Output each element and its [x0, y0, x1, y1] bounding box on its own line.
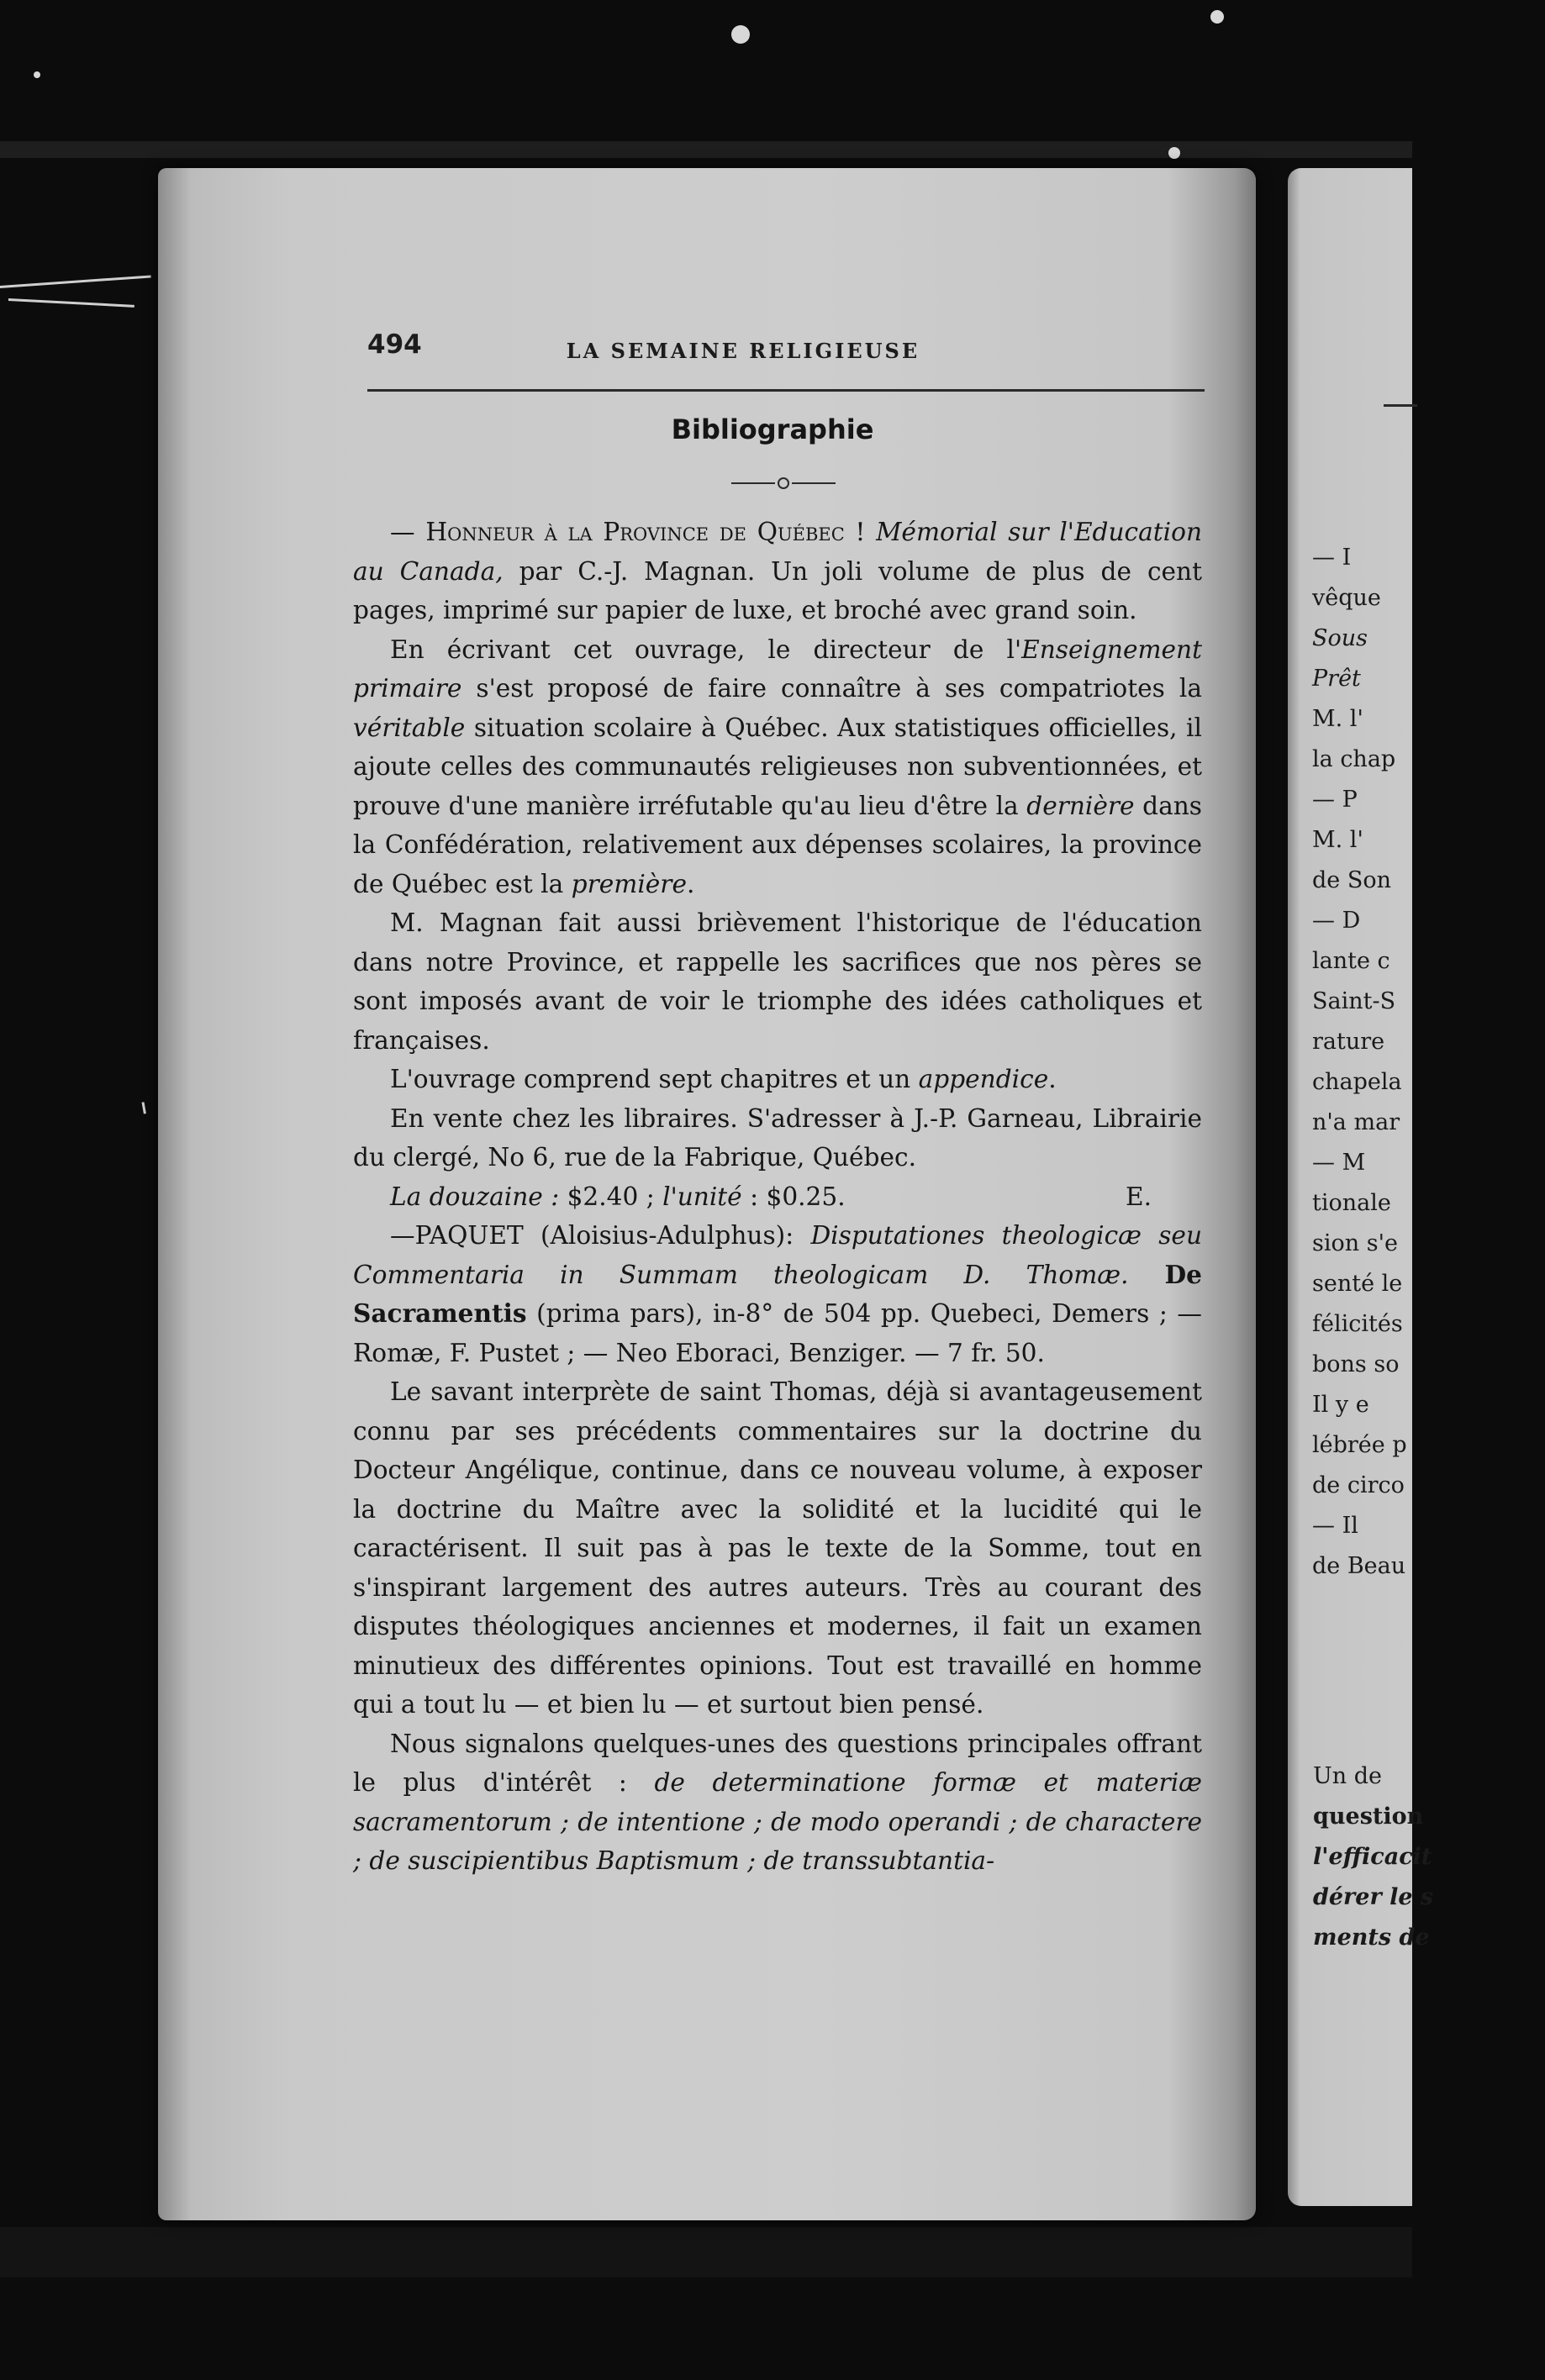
italic-run: véritable	[353, 713, 466, 742]
facing-line: de Beau	[1312, 1553, 1406, 1579]
title-ornament	[731, 477, 836, 489]
ornament-dash	[792, 482, 836, 484]
italic-run: l'unité	[662, 1182, 742, 1211]
text-run: dans la Confédération, relativement aux dépenses scolaires, la province de Québec est la	[353, 791, 1202, 898]
film-speck	[34, 71, 40, 78]
text-run: En écrivant cet ouvrage, le directeur de l'	[390, 634, 1022, 664]
ornament-dot	[778, 477, 789, 489]
text-run: : $0.25.	[741, 1182, 846, 1211]
facing-line: Prêt	[1312, 666, 1361, 692]
facing-line: rature	[1312, 1029, 1385, 1055]
text-run: $2.40 ;	[559, 1182, 663, 1211]
text-run: L'ouvrage comprend sept chapitres et un	[390, 1065, 919, 1093]
facing-line: senté le	[1312, 1271, 1403, 1297]
facing-line: Un de	[1313, 1763, 1382, 1789]
facing-line: de circo	[1312, 1472, 1405, 1498]
text-run: (prima pars), in-8° de 504 pp. Quebeci, Demers ; — Romæ, F. Pustet ; — Neo Eboraci, Benziger. — 7 fr. 50.	[353, 1299, 1202, 1367]
facing-line: tionale	[1312, 1190, 1391, 1216]
facing-line: lébrée p	[1312, 1432, 1407, 1458]
article-body	[353, 513, 1202, 1881]
review2-paragraph-3	[353, 1724, 1202, 1881]
ornament-dash	[731, 482, 775, 484]
dash: —	[390, 518, 426, 546]
bold-run: De Sacramentis	[353, 1259, 1202, 1328]
review1-text: par C.-J. Magnan. Un joli volume de plus de cent pages, imprimé sur papier de luxe, et broché avec grand soin.	[353, 556, 1202, 624]
film-scratch	[8, 298, 134, 308]
review1-paragraph-5: En vente chez les libraires. S'adresser à J.-P. Garneau, Librairie du clergé, No 6, rue de la Fabrique, Québec.	[353, 1103, 1202, 1172]
film-border-bottom	[0, 2227, 1412, 2277]
facing-line: n'a mar	[1312, 1109, 1400, 1135]
facing-line: — D	[1312, 908, 1361, 934]
header-rule	[367, 389, 1205, 392]
review1-paragraph-3: M. Magnan fait aussi brièvement l'historique de l'éducation dans notre Province, et rappelle les sacrifices que nos pères se sont imposés avant de voir le triomphe des idées catholiques et françaises.	[353, 908, 1202, 1055]
page-number: 494	[367, 329, 422, 360]
facing-line: vêque	[1312, 585, 1381, 611]
facing-line: bons so	[1312, 1351, 1400, 1377]
film-border-top	[0, 141, 1412, 158]
facing-line: Sous	[1312, 625, 1368, 651]
facing-line: — Il	[1312, 1513, 1358, 1539]
running-head: LA SEMAINE RELIGIEUSE	[566, 339, 920, 363]
film-scratch	[142, 1102, 146, 1114]
facing-line: dérer le s	[1313, 1884, 1434, 1910]
facing-line: chapela	[1312, 1069, 1402, 1095]
section-title: Bibliographie	[671, 413, 874, 445]
facing-line: question	[1313, 1803, 1424, 1830]
text-run: Nous signalons quelques-unes des questions principales offrant le plus d'intérêt :	[353, 1729, 1202, 1797]
text-run: s'est proposé de faire connaître à ses compatriotes la	[461, 674, 1202, 703]
film-speck	[1168, 147, 1180, 159]
facing-line: Il y e	[1312, 1392, 1369, 1418]
film-speck	[1210, 10, 1224, 24]
review1-signature: E.	[1125, 1182, 1152, 1211]
facing-line: lante c	[1312, 948, 1390, 974]
film-speck	[731, 25, 750, 44]
text-run: —PAQUET (Aloisius-Adulphus):	[390, 1221, 811, 1250]
facing-page-rule	[1384, 404, 1417, 407]
facing-line: — P	[1312, 787, 1358, 813]
facing-line: Saint-S	[1312, 988, 1396, 1014]
facing-line: la chap	[1312, 746, 1396, 772]
facing-line: — I	[1312, 545, 1352, 571]
facing-line: M. l'	[1312, 827, 1363, 853]
film-scratch	[0, 275, 151, 288]
facing-line: — M	[1312, 1150, 1366, 1176]
facing-line: sion s'e	[1312, 1230, 1398, 1256]
review2-paragraph-2: Le savant interprète de saint Thomas, déjà si avantageusement connu par ses précédents commentaires sur la doctrine du Docteur Angélique, continue, dans ce nouveau volume, à exposer la doctrine du Maître avec la solidité et la lucidité qui le caractérisent. Il suit pas à pas le texte de la Somme, tout en s'inspirant largement des autres auteurs. Très au courant des disputes théologiques anciennes et modernes, il fait un examen minutieux des différentes opinions. Tout est travaillé en homme qui a tout lu — et bien lu — et surtout bien pensé.	[353, 1377, 1202, 1719]
text-run: .	[1048, 1065, 1057, 1093]
review1-paragraph-1	[353, 513, 1202, 630]
text-run: situation scolaire à Québec. Aux statistiques officielles, il ajoute celles des communautés religieuses non subventionnées, et prouve d'une manière irréfutable qu'au lieu d'être la	[353, 713, 1202, 820]
facing-line: de Son	[1312, 867, 1391, 893]
italic-run: de determinatione formæ et materiæ sacramentorum ; de intentione ; de modo operandi ; de charactere ; de suscipientibus Baptismum ; de transsubtantia-	[353, 1768, 1202, 1875]
review2-paragraph-1	[353, 1216, 1202, 1372]
review1-heading: Honneur à la Province de Québec !	[425, 518, 866, 546]
italic-run: dernière	[1026, 791, 1135, 820]
text-run: .	[686, 869, 695, 898]
facing-line: l'efficacit	[1313, 1844, 1432, 1870]
facing-page-text	[1312, 538, 1421, 1587]
facing-line: M. l'	[1312, 706, 1363, 732]
italic-run: La douzaine :	[390, 1182, 560, 1211]
italic-run: Disputationes theologicæ seu Commentaria in Summam theologicam D. Thomæ.	[353, 1221, 1203, 1289]
italic-run: Enseignement primaire	[353, 634, 1202, 703]
italic-run: première	[571, 869, 687, 898]
review1-paragraph-4	[353, 1060, 1202, 1099]
review1-paragraph-2	[353, 630, 1202, 904]
facing-line: ments de	[1313, 1925, 1430, 1951]
review1-price-line	[353, 1177, 1202, 1217]
facing-line: félicités	[1312, 1311, 1403, 1337]
facing-page-footnote	[1313, 1756, 1434, 1958]
review1-book-title: Mémorial sur l'Education au Canada,	[353, 518, 1202, 586]
italic-run: appendice	[918, 1065, 1049, 1093]
